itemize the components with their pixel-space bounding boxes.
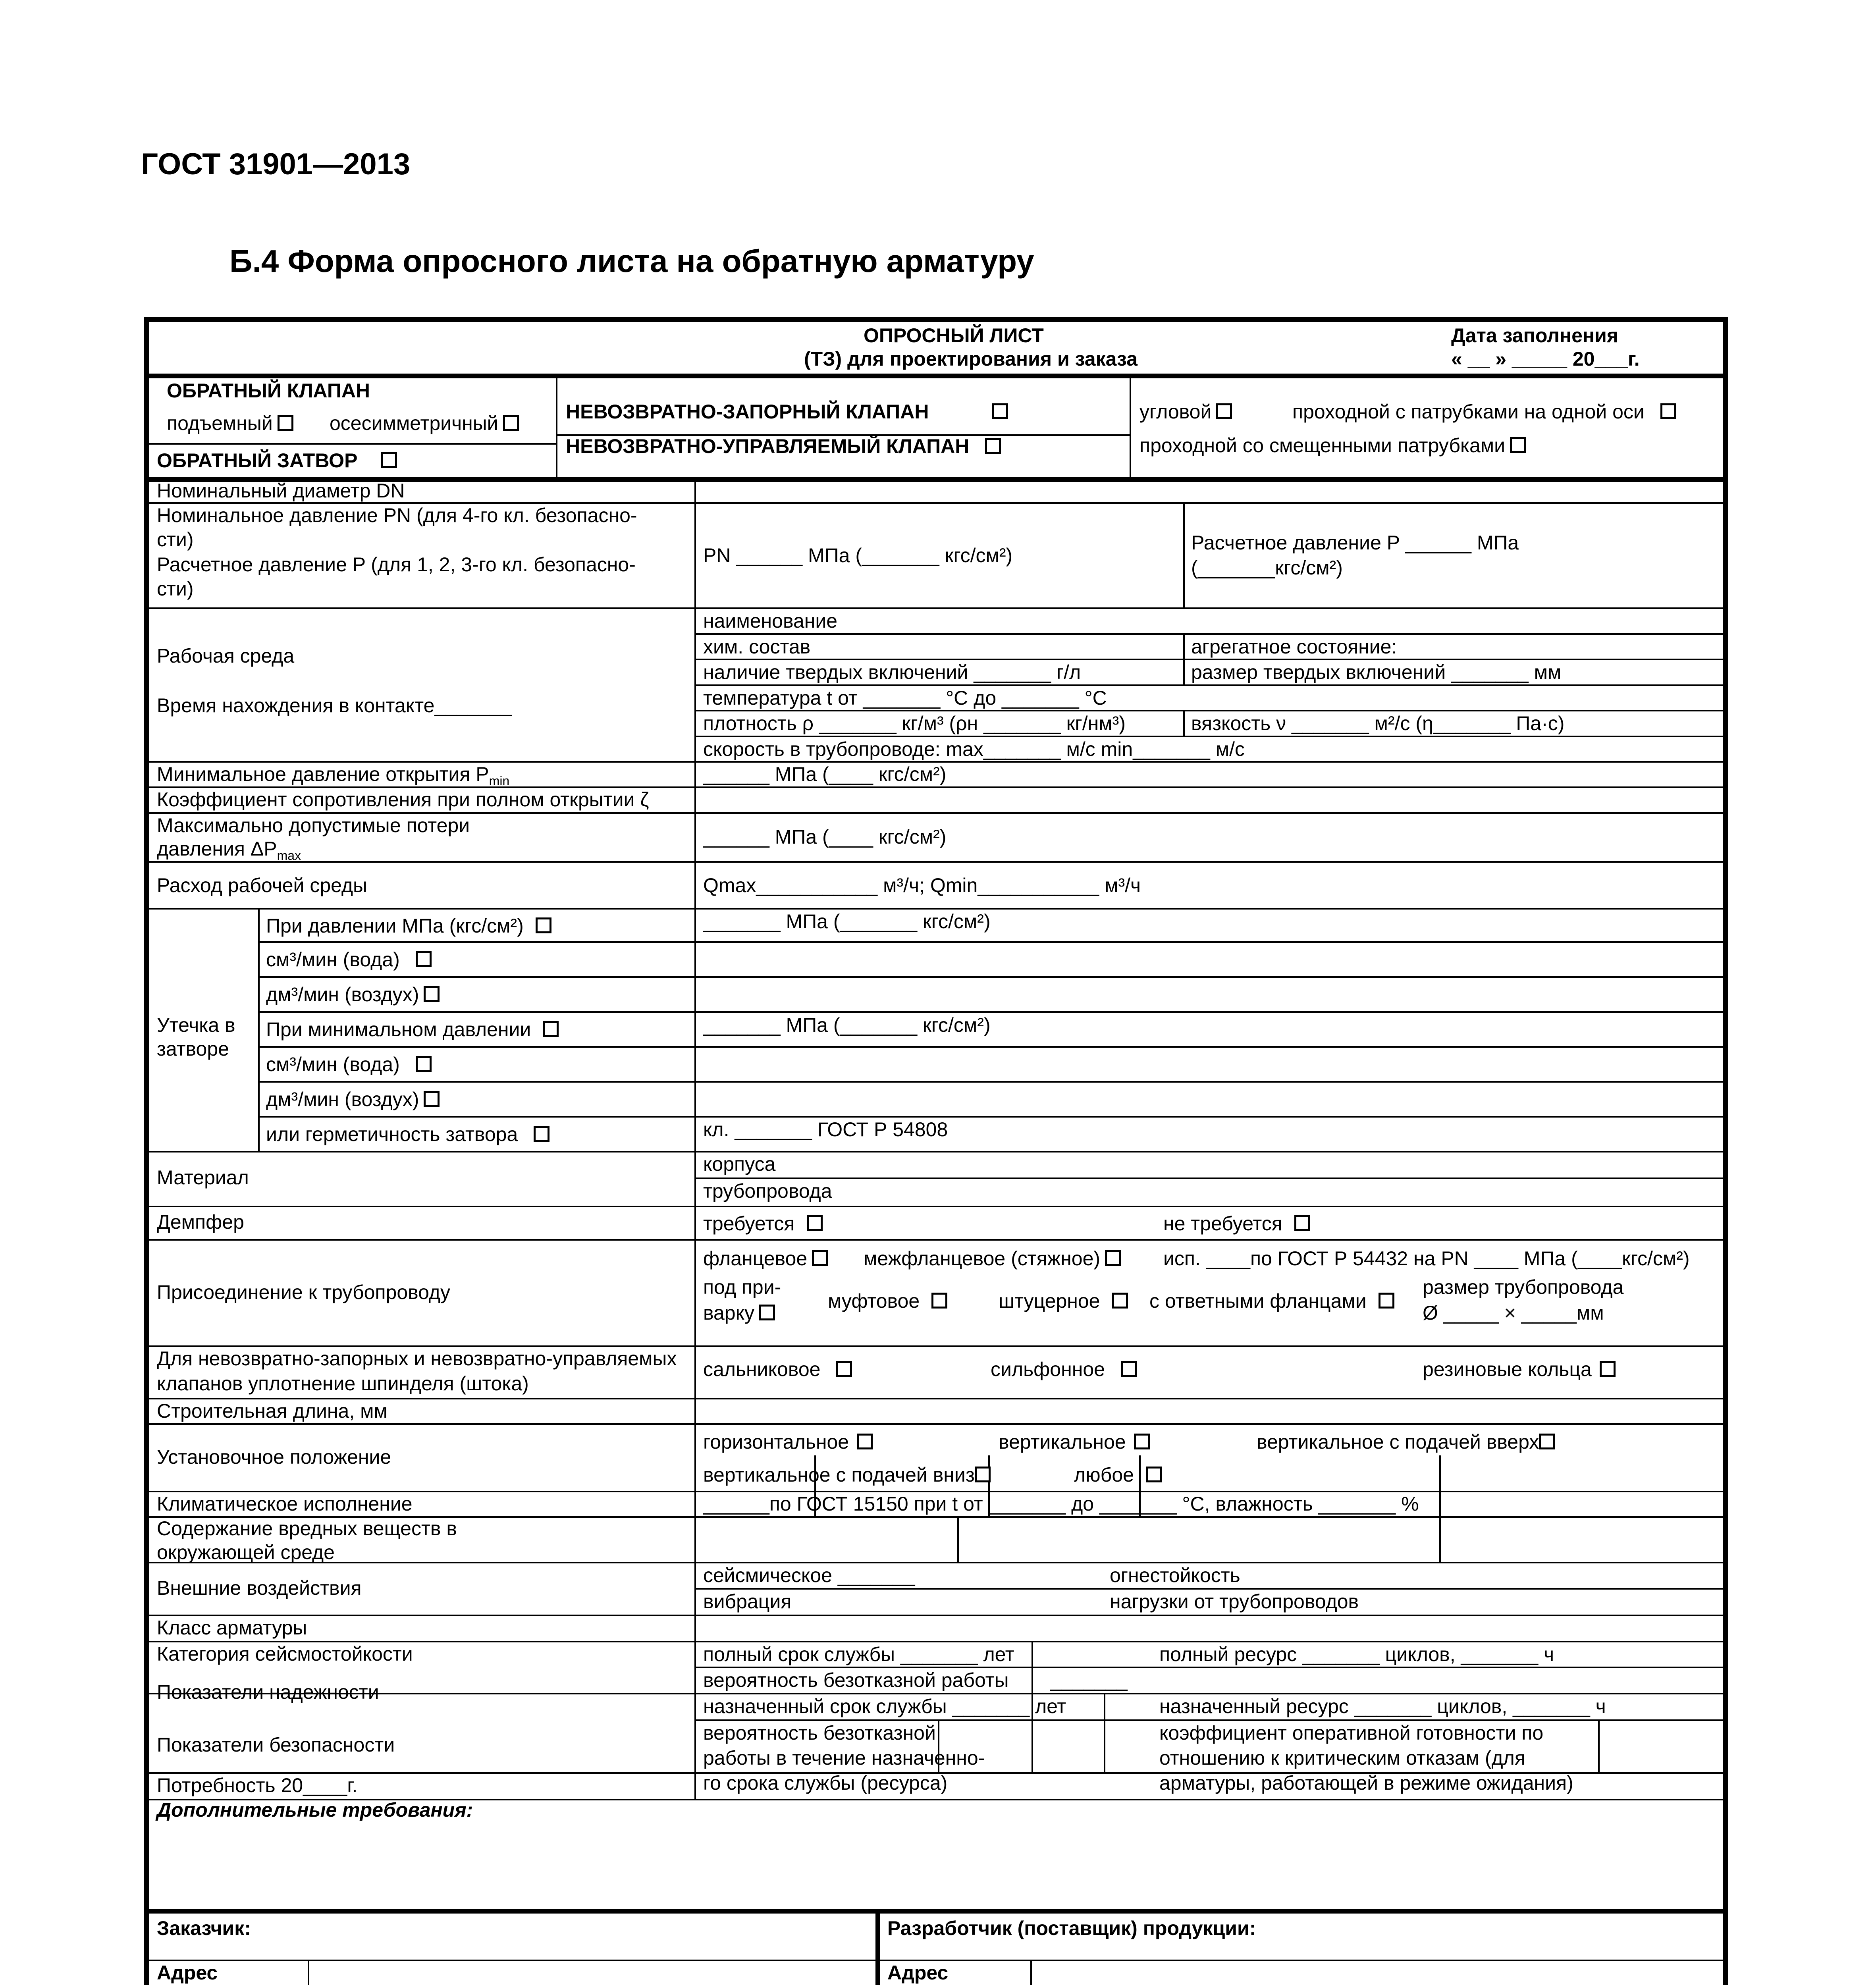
- label-contact-time: Время нахождения в контакте_______: [157, 694, 512, 717]
- row-line: [149, 1151, 1724, 1152]
- option-fitting[interactable]: штуцерное: [999, 1289, 1128, 1313]
- gland-checkbox[interactable]: [836, 1361, 852, 1377]
- straight-offset-checkbox[interactable]: [1510, 437, 1526, 453]
- field-speed[interactable]: скорость в трубопроводе: max_______ м/с min_______ м/с: [703, 738, 1245, 760]
- field-coef-cont-2[interactable]: арматуры, работающей в режиме ожидания): [1159, 1772, 1573, 1794]
- field-vibration[interactable]: вибрация: [703, 1590, 792, 1613]
- col-line: [1130, 374, 1131, 477]
- shutoff-checkbox[interactable]: [992, 403, 1008, 419]
- field-flow[interactable]: Qmax___________ м³/ч; Qmin___________ м³/ч: [703, 874, 1141, 896]
- row-line: [149, 1562, 1724, 1563]
- row-line: [149, 861, 1724, 863]
- row-line: [149, 607, 1724, 609]
- field-full-resource[interactable]: полный ресурс _______ циклов, _______ ч: [1159, 1643, 1554, 1665]
- field-solids[interactable]: наличие твердых включений _______ г/л: [703, 661, 1081, 683]
- field-full-life[interactable]: полный срок службы _______ лет: [703, 1643, 1014, 1665]
- angle-checkbox[interactable]: [1216, 403, 1232, 419]
- row-line: [258, 1046, 1724, 1048]
- option-flanged[interactable]: фланцевое: [703, 1246, 828, 1271]
- row-line: [149, 1615, 1724, 1616]
- label-flow: Расход рабочей среды: [157, 874, 367, 896]
- fitting-checkbox[interactable]: [1112, 1293, 1128, 1309]
- option-shutter[interactable]: ОБРАТНЫЙ ЗАТВОР: [157, 448, 397, 473]
- coupling-checkbox[interactable]: [931, 1293, 947, 1309]
- field-pn[interactable]: PN ______ МПа (_______ кгс/см²): [703, 544, 1013, 567]
- option-weld[interactable]: под при-: [703, 1276, 781, 1298]
- label-climate: Климатическое исполнение: [157, 1493, 413, 1515]
- field-climate[interactable]: ______по ГОСТ 15150 при t от _______ до _______ °С, влажность _______ %: [703, 1493, 1419, 1515]
- label-reliability: Показатели надежности: [157, 1681, 379, 1703]
- leak-water-2-checkbox[interactable]: [416, 1056, 432, 1072]
- field-fail-free[interactable]: вероятность безотказной работы: [703, 1669, 1009, 1691]
- option-leak-tightness[interactable]: или герметичность затвора: [266, 1122, 549, 1147]
- option-wafer[interactable]: межфланцевое (стяжное): [864, 1246, 1121, 1271]
- field-prob[interactable]: вероятность безотказной: [703, 1722, 936, 1744]
- label-dpmax: Максимально допустимые потери: [157, 814, 470, 836]
- label-length: Строительная длина, мм: [157, 1400, 388, 1422]
- leak-air-2-checkbox[interactable]: [424, 1091, 440, 1107]
- label-zeta: Коэффициент сопротивления при полном открытии ζ: [157, 788, 649, 811]
- damper-required-checkbox[interactable]: [807, 1215, 823, 1231]
- option-any[interactable]: любое: [1074, 1463, 1162, 1487]
- leak-air-checkbox[interactable]: [424, 986, 440, 1002]
- option-leak-air[interactable]: дм³/мин (воздух): [266, 982, 440, 1007]
- weld-checkbox[interactable]: [759, 1305, 775, 1320]
- col-line: [957, 1516, 959, 1562]
- field-prob-cont[interactable]: работы в течение назначенно-: [703, 1747, 985, 1769]
- row-line: [149, 1239, 1724, 1241]
- date-value[interactable]: « __ » _____ 20___г.: [1451, 348, 1640, 370]
- damper-not-required-checkbox[interactable]: [1294, 1215, 1310, 1231]
- field-chem[interactable]: хим. состав: [703, 636, 811, 658]
- field-solids-size[interactable]: размер твердых включений _______ мм: [1191, 661, 1562, 683]
- form-title: ОПРОСНЫЙ ЛИСТ: [864, 324, 1044, 347]
- straight-axis-checkbox[interactable]: [1660, 403, 1676, 419]
- counter-flanges-checkbox[interactable]: [1379, 1293, 1394, 1309]
- option-leak-pressure[interactable]: При давлении МПа (кгс/см²): [266, 913, 551, 938]
- vertical-up-checkbox[interactable]: [1539, 1434, 1555, 1449]
- label-harmful-cont: окружающей среде: [157, 1541, 335, 1563]
- option-leak-air-2[interactable]: дм³/мин (воздух): [266, 1087, 440, 1112]
- check-valve-heading: ОБРАТНЫЙ КЛАПАН: [167, 380, 370, 402]
- label-harmful: Содержание вредных веществ в: [157, 1517, 457, 1540]
- field-pipe-size-cont[interactable]: Ø _____ × _____мм: [1423, 1302, 1604, 1324]
- form-subtitle: (ТЗ) для проектирования и заказа: [804, 348, 1138, 370]
- option-gland[interactable]: сальниковое: [703, 1357, 852, 1382]
- option-vertical-up[interactable]: вертикальное с подачей вверх: [1257, 1430, 1555, 1454]
- bellows-checkbox[interactable]: [1121, 1361, 1137, 1377]
- footer-split: [875, 1909, 880, 1985]
- footer-divider: [149, 1909, 1724, 1914]
- label-stem-seal-cont: клапанов уплотнение шпинделя (штока): [157, 1372, 529, 1395]
- developer-heading: Разработчик (поставщик) продукции:: [887, 1917, 1256, 1939]
- option-vertical-down[interactable]: вертикальное с подачей вниз: [703, 1463, 991, 1487]
- option-leak-min[interactable]: При минимальном давлении: [266, 1017, 559, 1042]
- flanged-checkbox[interactable]: [812, 1250, 828, 1266]
- option-damper-not-required[interactable]: не требуется: [1163, 1211, 1310, 1236]
- label-seismic-category: Категория сейсмостойкости: [157, 1643, 413, 1665]
- col-line: [556, 374, 557, 477]
- controlled-checkbox[interactable]: [985, 438, 1001, 454]
- option-weld-cont[interactable]: варку: [703, 1301, 775, 1325]
- header-divider: [149, 374, 1724, 378]
- customer-heading: Заказчик:: [157, 1917, 251, 1939]
- label-external: Внешние воздействия: [157, 1577, 362, 1599]
- col-line: [1598, 1719, 1600, 1772]
- axisym-checkbox[interactable]: [503, 415, 519, 431]
- row-line: [258, 941, 1724, 943]
- label-class: Класс арматуры: [157, 1617, 307, 1639]
- label-leak: Утечка в: [157, 1014, 235, 1036]
- label-safety: Показатели безопасности: [157, 1734, 395, 1756]
- vertical-checkbox[interactable]: [1134, 1434, 1150, 1449]
- field-p-calc[interactable]: Расчетное давление P ______ МПа: [1191, 532, 1519, 554]
- field-pipe-size[interactable]: размер трубопровода: [1423, 1276, 1624, 1298]
- any-checkbox[interactable]: [1146, 1467, 1162, 1482]
- footer-col-line: [1030, 1960, 1032, 1985]
- label-additional: Дополнительные требования:: [157, 1799, 473, 1821]
- label-damper: Демпфер: [157, 1211, 244, 1233]
- field-pipe-loads[interactable]: нагрузки от трубопроводов: [1110, 1590, 1359, 1613]
- shutter-checkbox[interactable]: [381, 452, 397, 468]
- developer-address-label: Адрес: [887, 1962, 949, 1984]
- option-axisymmetric[interactable]: осесимметричный: [330, 411, 519, 436]
- col-line: [1183, 710, 1185, 736]
- vertical-down-checkbox[interactable]: [975, 1467, 991, 1482]
- option-nonreturn-controlled[interactable]: НЕВОЗВРАТНО-УПРАВЛЯЕМЫЙ КЛАПАН: [566, 434, 1001, 459]
- field-pmin[interactable]: ______ МПа (____ кгс/см²): [703, 763, 947, 785]
- leak-pressure-checkbox[interactable]: [536, 917, 551, 933]
- option-orings[interactable]: резиновые кольца: [1423, 1357, 1616, 1382]
- section-title: Б.4 Форма опросного листа на обратную арматуру: [229, 243, 1034, 279]
- field-material-pipeline[interactable]: трубопровода: [703, 1180, 832, 1202]
- field-aggregate[interactable]: агрегатное состояние:: [1191, 636, 1397, 658]
- field-leak-pressure[interactable]: _______ МПа (_______ кгс/см²): [703, 910, 991, 933]
- field-temperature[interactable]: температура t от _______ °С до _______ °С: [703, 687, 1107, 709]
- label-demand: Потребность 20____г.: [157, 1774, 358, 1796]
- label-medium: Рабочая среда: [157, 645, 295, 667]
- field-isp[interactable]: исп. ____по ГОСТ Р 54432 на PN ____ МПа (____кгс/см²): [1163, 1247, 1690, 1270]
- questionnaire-form: [144, 317, 1728, 1985]
- standard-header: ГОСТ 31901—2013: [141, 147, 411, 181]
- label-pmin: Минимальное давление открытия $P_{min}$: [157, 763, 510, 788]
- label-leak-cont: затворе: [157, 1038, 229, 1060]
- field-leak-class[interactable]: кл. _______ ГОСТ Р 54808: [703, 1118, 948, 1141]
- field-assigned-resource[interactable]: назначенный ресурс _______ циклов, _______ ч: [1159, 1695, 1606, 1717]
- footer-col-line: [308, 1960, 309, 1985]
- option-leak-water-2[interactable]: см³/мин (вода): [266, 1052, 432, 1077]
- option-damper-required[interactable]: требуется: [703, 1211, 823, 1236]
- row-line: [694, 1178, 1724, 1179]
- label-stem-seal: Для невозвратно-запорных и невозвратно-управляемых: [157, 1347, 677, 1370]
- option-lift[interactable]: подъемный: [167, 411, 293, 436]
- col-line: [1032, 1641, 1033, 1693]
- label-pn-cont: сти): [157, 528, 194, 551]
- field-coef[interactable]: коэффициент оперативной готовности по: [1159, 1722, 1544, 1744]
- option-straight-offset[interactable]: проходной со смещенными патрубками: [1139, 433, 1526, 458]
- label-p: Расчетное давление P (для 1, 2, 3-го кл. безопасно-: [157, 553, 636, 576]
- label-position: Установочное положение: [157, 1446, 391, 1468]
- leak-water-checkbox[interactable]: [416, 951, 432, 967]
- col-line: [1104, 1693, 1105, 1772]
- field-assigned-life[interactable]: назначенный срок службы _______ лет: [703, 1695, 1066, 1717]
- field-seismic[interactable]: сейсмическое _______: [703, 1564, 915, 1586]
- label-p-cont: сти): [157, 578, 194, 600]
- field-viscosity[interactable]: вязкость ν _______ м²/с (η_______ Па·с): [1191, 712, 1565, 734]
- field-fail-free-cont[interactable]: _______: [1050, 1669, 1128, 1691]
- label-col-line: [694, 477, 696, 1799]
- wafer-checkbox[interactable]: [1105, 1250, 1121, 1266]
- row-line: [258, 976, 1724, 978]
- lift-checkbox[interactable]: [278, 415, 293, 431]
- option-bellows[interactable]: сильфонное: [991, 1357, 1137, 1382]
- option-nonreturn-shutoff[interactable]: НЕВОЗВРАТНО-ЗАПОРНЫЙ КЛАПАН: [566, 399, 1008, 424]
- label-dn: Номинальный диаметр DN: [157, 480, 405, 502]
- label-material: Материал: [157, 1166, 249, 1189]
- field-dpmax[interactable]: ______ МПа (____ кгс/см²): [703, 826, 947, 848]
- orings-checkbox[interactable]: [1600, 1361, 1616, 1377]
- option-leak-water[interactable]: см³/мин (вода): [266, 947, 432, 972]
- customer-address-label: Адрес: [157, 1962, 218, 1984]
- row-line: [258, 1011, 1724, 1013]
- field-prob-cont-2[interactable]: го срока службы (ресурса): [703, 1772, 948, 1794]
- col-line: [1439, 1455, 1441, 1516]
- col-line: [1183, 502, 1185, 607]
- col-line: [1183, 633, 1185, 684]
- label-connection: Присоединение к трубопроводу: [157, 1281, 451, 1303]
- leak-min-checkbox[interactable]: [543, 1021, 559, 1037]
- col-line: [1439, 1516, 1441, 1562]
- field-density[interactable]: плотность ρ _______ кг/м³ (ρн _______ кг/нм³): [703, 712, 1126, 734]
- field-p-calc-cont[interactable]: (_______кгс/см²): [1191, 557, 1343, 579]
- row-line: [258, 1081, 1724, 1083]
- option-counter-flanges[interactable]: с ответными фланцами: [1149, 1289, 1394, 1313]
- option-straight-one-axis[interactable]: проходной с патрубками на одной оси: [1292, 399, 1676, 424]
- row-line: [149, 1206, 1724, 1207]
- field-name[interactable]: наименование: [703, 610, 838, 632]
- date-label: Дата заполнения: [1451, 324, 1618, 347]
- field-material-body[interactable]: корпуса: [703, 1153, 776, 1175]
- option-coupling[interactable]: муфтовое: [828, 1289, 947, 1313]
- field-leak-min[interactable]: _______ МПа (_______ кгс/см²): [703, 1014, 991, 1036]
- label-pn: Номинальное давление PN (для 4-го кл. безопасно-: [157, 504, 637, 526]
- field-coef-cont[interactable]: отношению к критическим отказам (для: [1159, 1747, 1525, 1769]
- type-mid-divider: [149, 443, 556, 445]
- leak-tightness-checkbox[interactable]: [534, 1126, 549, 1142]
- horizontal-checkbox[interactable]: [857, 1434, 873, 1449]
- label-dpmax-cont: давления $\Delta P_{max}$: [157, 838, 301, 863]
- leak-col-line: [258, 908, 260, 1151]
- option-vertical[interactable]: вертикальное: [999, 1430, 1150, 1454]
- row-line: [258, 1116, 1724, 1118]
- option-horizontal[interactable]: горизонтальное: [703, 1430, 873, 1454]
- row-line: [149, 1423, 1724, 1425]
- option-angle[interactable]: угловой: [1139, 399, 1232, 424]
- field-fire[interactable]: огнестойкость: [1110, 1564, 1240, 1586]
